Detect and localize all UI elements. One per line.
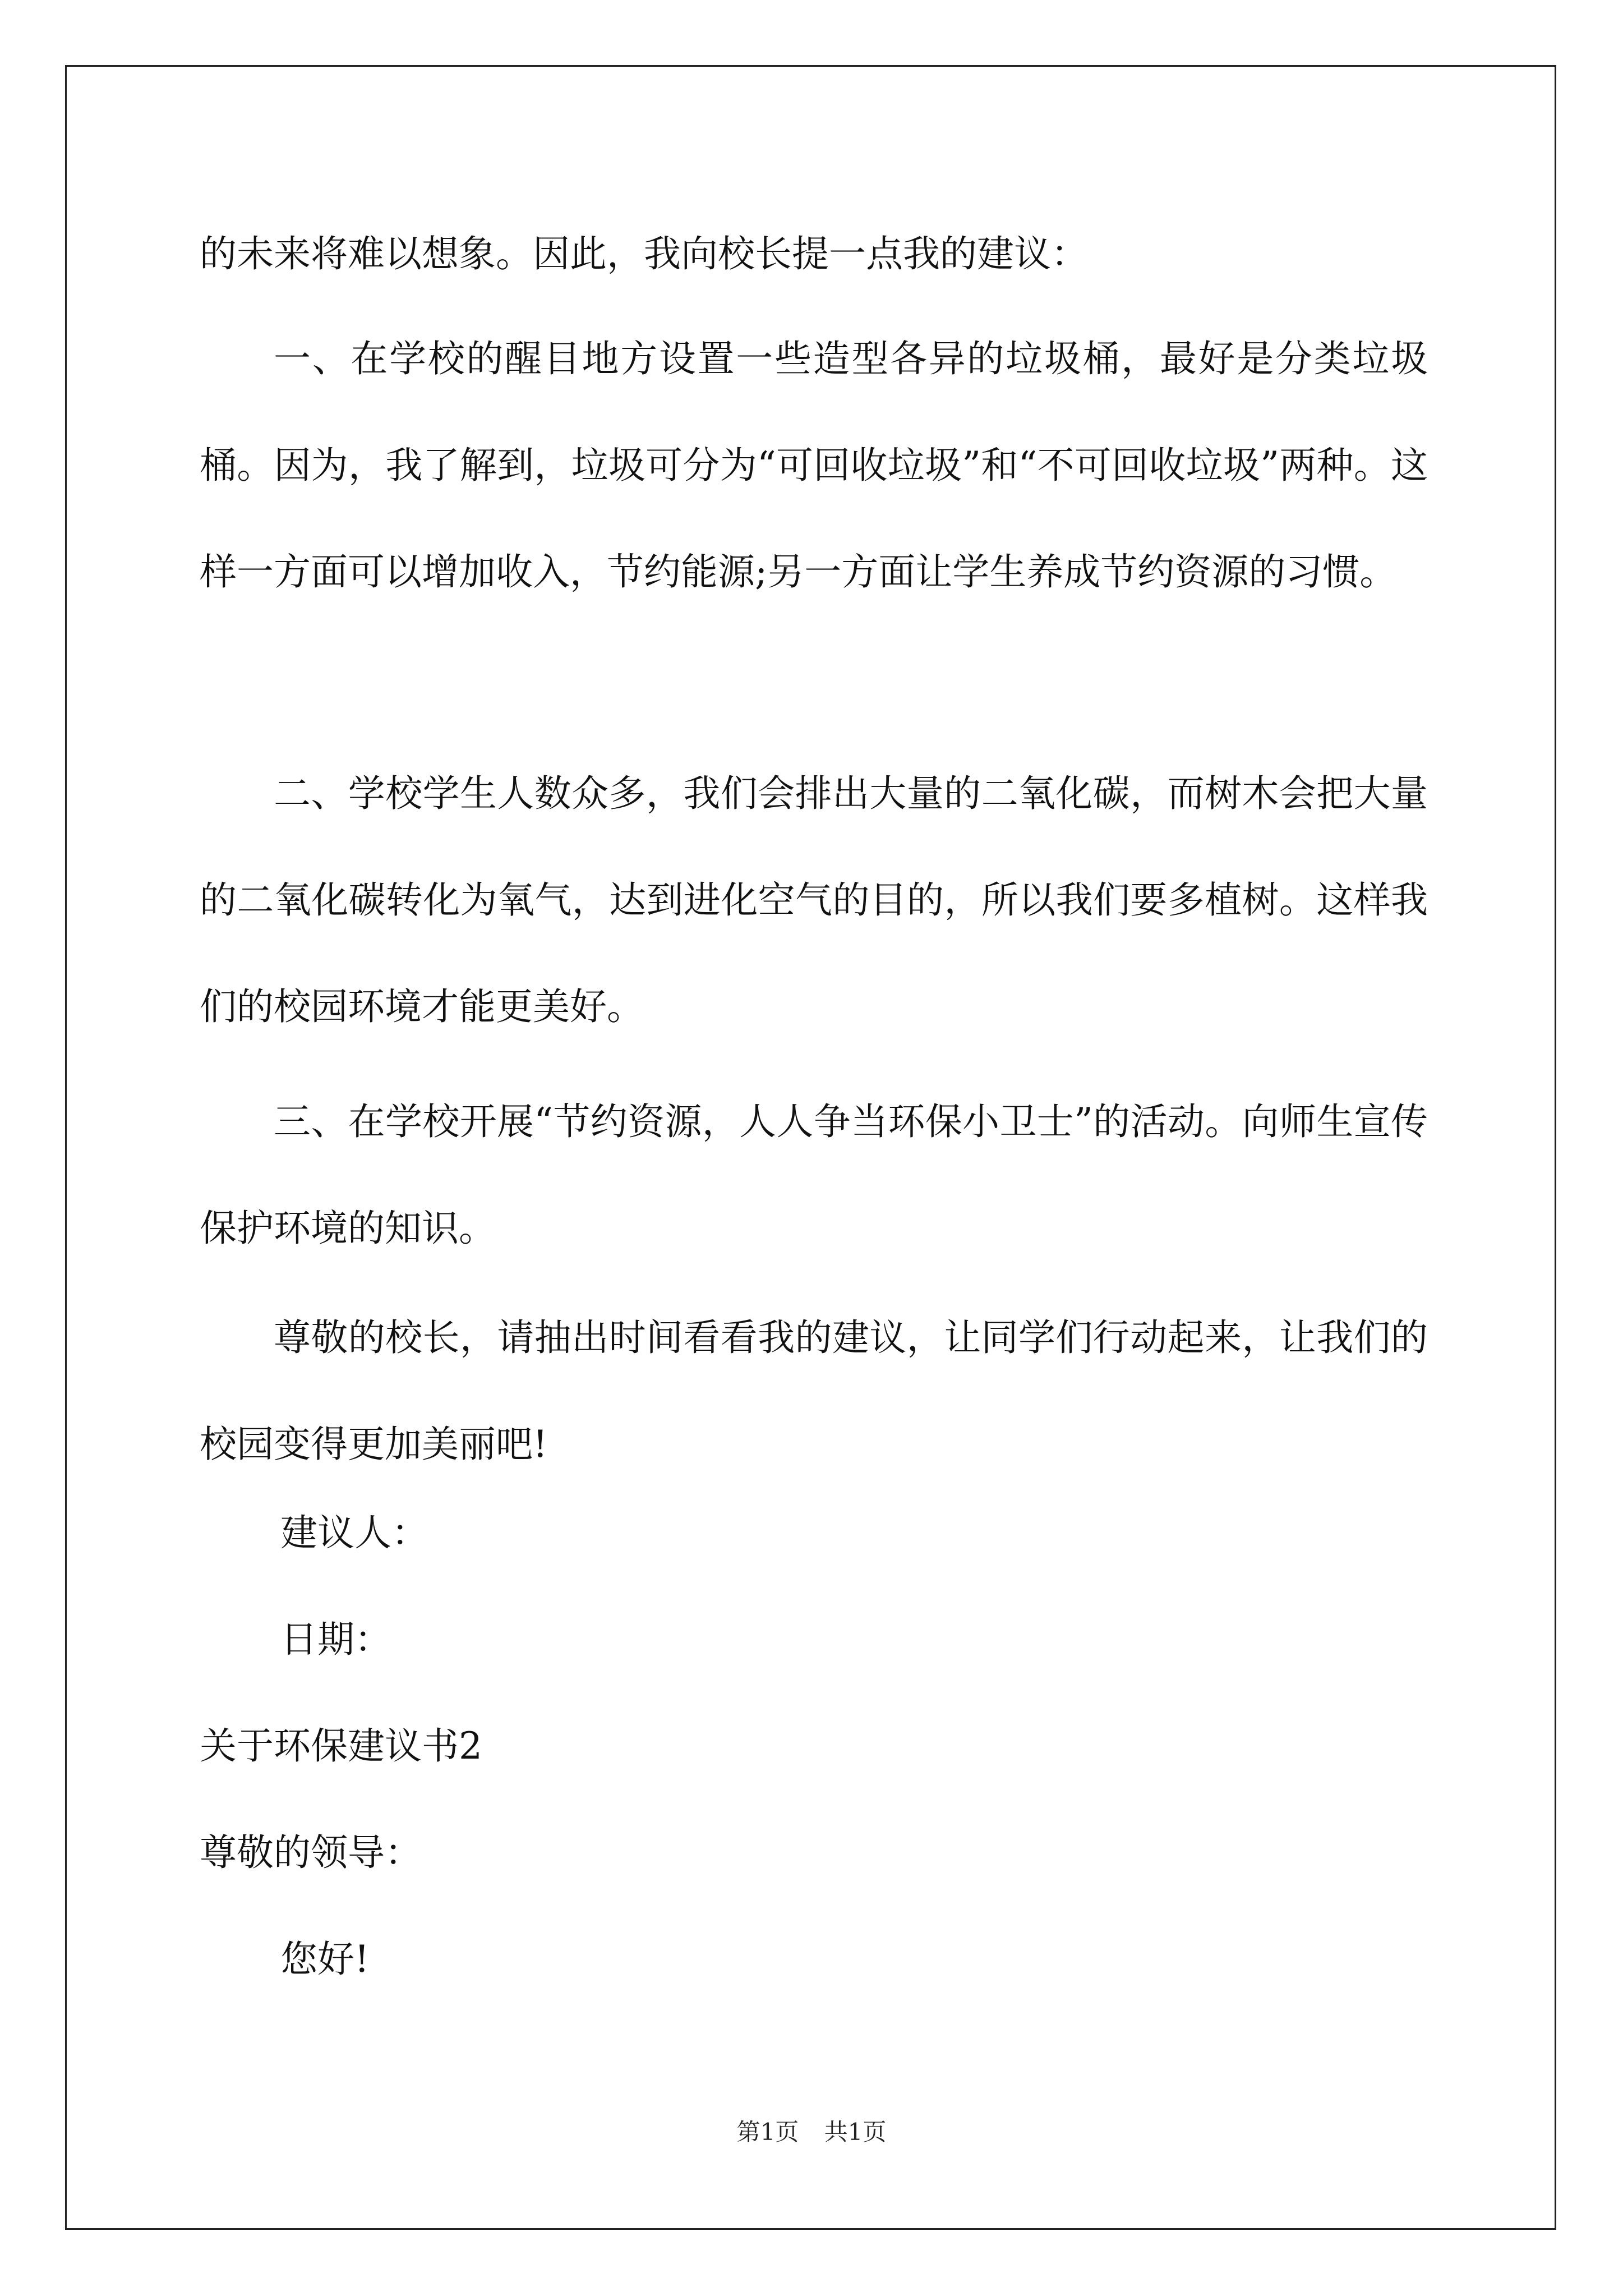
paragraph-suggestion-1: 一、在学校的醒目地方设置一些造型各异的垃圾桶，最好是分类垃圾桶。因为，我了解到，垃圾可分为“可回收垃圾”和“不可回收垃圾”两种。这样一方面可以增加收入，节约能源;另一方面让学生养成节约资源的习惯。: [200, 337, 1428, 593]
paragraph-closing: 尊敬的校长，请抽出时间看看我的建议，让同学们行动起来，让我们的校园变得更加美丽吧!: [200, 1316, 1428, 1466]
page-number-current: 第1页: [736, 2118, 799, 2146]
date-label: 日期：: [280, 1618, 391, 1661]
text-line-continuation: 的未来将难以想象。因此，我向校长提一点我的建议：: [200, 232, 1088, 275]
section-heading: 关于环保建议书2: [200, 1724, 482, 1768]
page-footer: [0, 2120, 1623, 2144]
salutation: 尊敬的领导：: [200, 1831, 422, 1874]
page-number-total: 共1页: [824, 2118, 887, 2146]
paragraph-suggestion-3: 三、在学校开展“节约资源，人人争当环保小卫士”的活动。向师生宣传保护环境的知识。: [200, 1100, 1428, 1250]
paragraph-suggestion-2: 二、学校学生人数众多，我们会排出大量的二氧化碳，而树木会把大量的二氧化碳转化为氧气，达到进化空气的目的，所以我们要多植树。这样我们的校园环境才能更美好。: [200, 772, 1428, 1028]
greeting: 您好!: [280, 1938, 370, 1981]
signer-label: 建议人：: [280, 1511, 428, 1554]
